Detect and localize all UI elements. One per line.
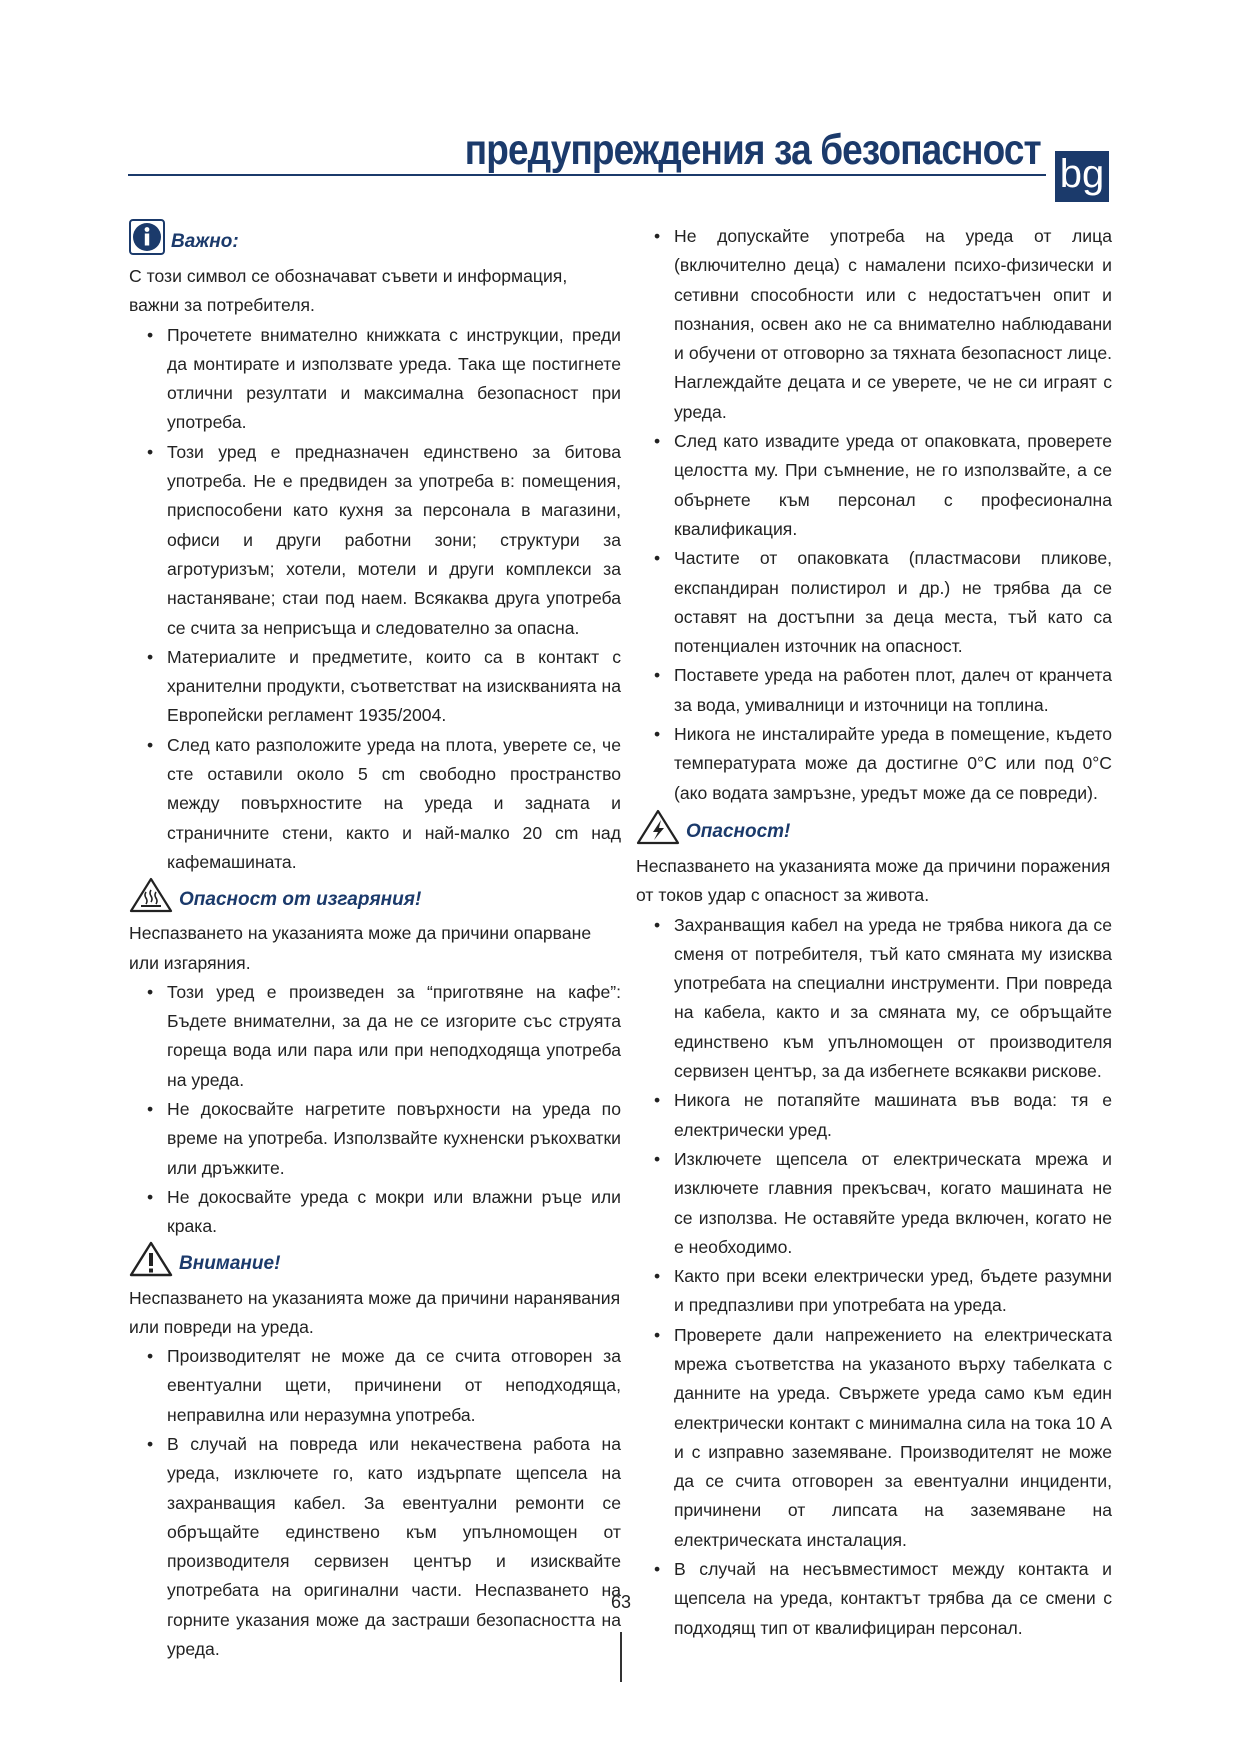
page-number: 63 [610,1592,632,1612]
danger-heading-text: Опасност! [686,821,791,843]
danger-list [636,911,1112,1643]
list-item: • Този уред е предназначен единствено за битова употреба. Не е предвиден за употреба в: помещения, приспособени като кухня за персонала в магазини, офиси и други работни зони; структури за агротуризъм; хотели, мотели и други комплекси за настаняване; стаи под наем. Всякаква друга употреба се счита за неприсъща и следователно за опасна. [147,441,621,638]
list-item: • Никога не потапяйте машината във вода: тя е електрически уред. [654,1090,1112,1140]
burn-heading-text: Опасност от изгаряния! [179,888,422,910]
list-item: • Този уред е произведен за “приготвяне на кафе”: Бъдете внимателни, за да не се изгорите със струята гореща вода или пара или при неподходяща употреба на уреда. [147,981,621,1090]
electric-hazard-icon [636,809,680,854]
list-item: • В случай на повреда или некачествена работа на уреда, изключете го, като издърпате щепсела на захранващия кабел. За евентуални ремонти се обръщайте единствено към упълномощен от производителя сервизен център и изисквайте употребата на оригинални части. Неспазването на горните указания може да застраши безопасността на уреда. [147,1433,621,1660]
warning-list [129,1342,621,1664]
important-heading-text: Важно: [171,231,239,253]
hot-surface-icon [129,877,173,922]
important-list [129,321,621,878]
list-item: • Производителят не може да се счита отговорен за евентуални щети, причинени от неподходяща, неправилна или неразумна употреба. [147,1346,621,1425]
warning-heading [129,1244,621,1284]
list-item: • В случай на несъвместимост между контакта и щепсела на уреда, контактът трябва да се смени с подходящ тип от квалифициран персонал. [654,1559,1112,1638]
warning-heading-text: Внимание! [179,1252,281,1274]
list-item: • Не докосвайте уреда с мокри или влажни ръце или крака. [147,1186,621,1237]
list-item: • Захранващия кабел на уреда не трябва никога да се сменя от потребителя, тъй като смяната му изисква употребата на специални инструменти. При повреда на кабела, както и за смяната му, се обръщайте единствено към упълномощен от производителя сервизен център, за да избегнете всякакви рискове. [654,914,1112,1082]
list-item: • Проверете дали напрежението на електрическата мрежа съответства на указаното върху табелката с данните на уреда. Свържете уреда само към един електрически контакт с минимална сила на тока 10 А и с изправно заземяване. Производителят не може да се счита отговорен за евентуални инциденти, причинени от липсата на заземяване на електрическата инсталация. [654,1324,1112,1550]
burn-heading [129,879,621,919]
list-item: • Не допускайте употреба на уреда от лица (включително деца) с намалени психо-физически и сетивни способности или с недостатъчен опит и познания, освен ако не са внимателно наблюдавани и обучени от отговорно за тяхната безопасност лице. Наглеждайте децата и се уверете, че не си играят с уреда. [654,226,1112,422]
list-item: • Частите от опаковката (пластмасови пликове, експандиран полистирол и др.) не трябва да се оставят на достъпни за деца места, тъй като са потенциален източник на опасност. [654,548,1112,657]
list-item: • Не докосвайте нагретите повърхности на уреда по време на употреба. Използвайте кухненски ръкохватки или дръжките. [147,1099,621,1178]
list-item: • Никога не инсталирайте уреда в помещение, където температурата може да достигне 0°С или под 0°С (ако водата замръзне, уредът може да се повреди). [654,724,1112,803]
burn-intro: Неспазването на указанията може да причини опарване или изгаряния. [129,923,592,973]
left-column [129,222,621,1664]
warning-intro: Неспазването на указанията може да причини наранявания или повреди на уреда. [129,1287,621,1337]
list-item: • След като разположите уреда на плота, уверете се, че сте оставили около 5 cm свободно пространство между повърхностите на уреда и задната и страничните стени, както и най-малко 20 cm над кафемашината. [147,734,621,872]
list-item: • Както при всеки електрически уред, бъдете разумни и предпазливи при употребата на уреда. [654,1266,1112,1316]
list-item: • След като извадите уреда от опаковката, проверете целостта му. При съмнение, не го използвайте, а се обърнете към персонал с професионална квалификация. [654,431,1112,539]
page-title: предупреждения за безопасност [464,126,1041,174]
important-intro: С този символ се обозначават съвети и информация, важни за потребителя. [129,266,568,316]
general-list [636,222,1112,808]
list-item: • Материалите и предметите, които са в контакт с хранителни продукти, съответстват на изискванията на Европейски регламент 1935/2004. [147,646,621,726]
language-badge: bg [1055,151,1109,202]
danger-intro: Неспазването на указанията може да причини поражения от токов удар с опасност за живота. [636,855,1111,906]
list-item: • Поставете уреда на работен плот, далеч от кранчета за вода, умивалници и източници на топлина. [654,665,1112,715]
info-icon [129,219,165,264]
footer-rule [620,1632,622,1682]
list-item: • Изключете щепсела от електрическата мрежа и изключете главния прекъсвач, когато машината не се използва. Не оставяйте уреда включен, когато не е необходимо. [654,1148,1112,1257]
header-rule [128,174,1046,176]
important-heading [129,222,621,262]
right-column [636,222,1112,1643]
danger-heading [636,812,1112,852]
warning-icon [129,1241,173,1286]
list-item: • Прочетете внимателно книжката с инструкции, преди да монтирате и използвате уреда. Така ще постигнете отлични резултати и максимална безопасност при употреба. [147,324,621,433]
burn-list [129,978,621,1242]
